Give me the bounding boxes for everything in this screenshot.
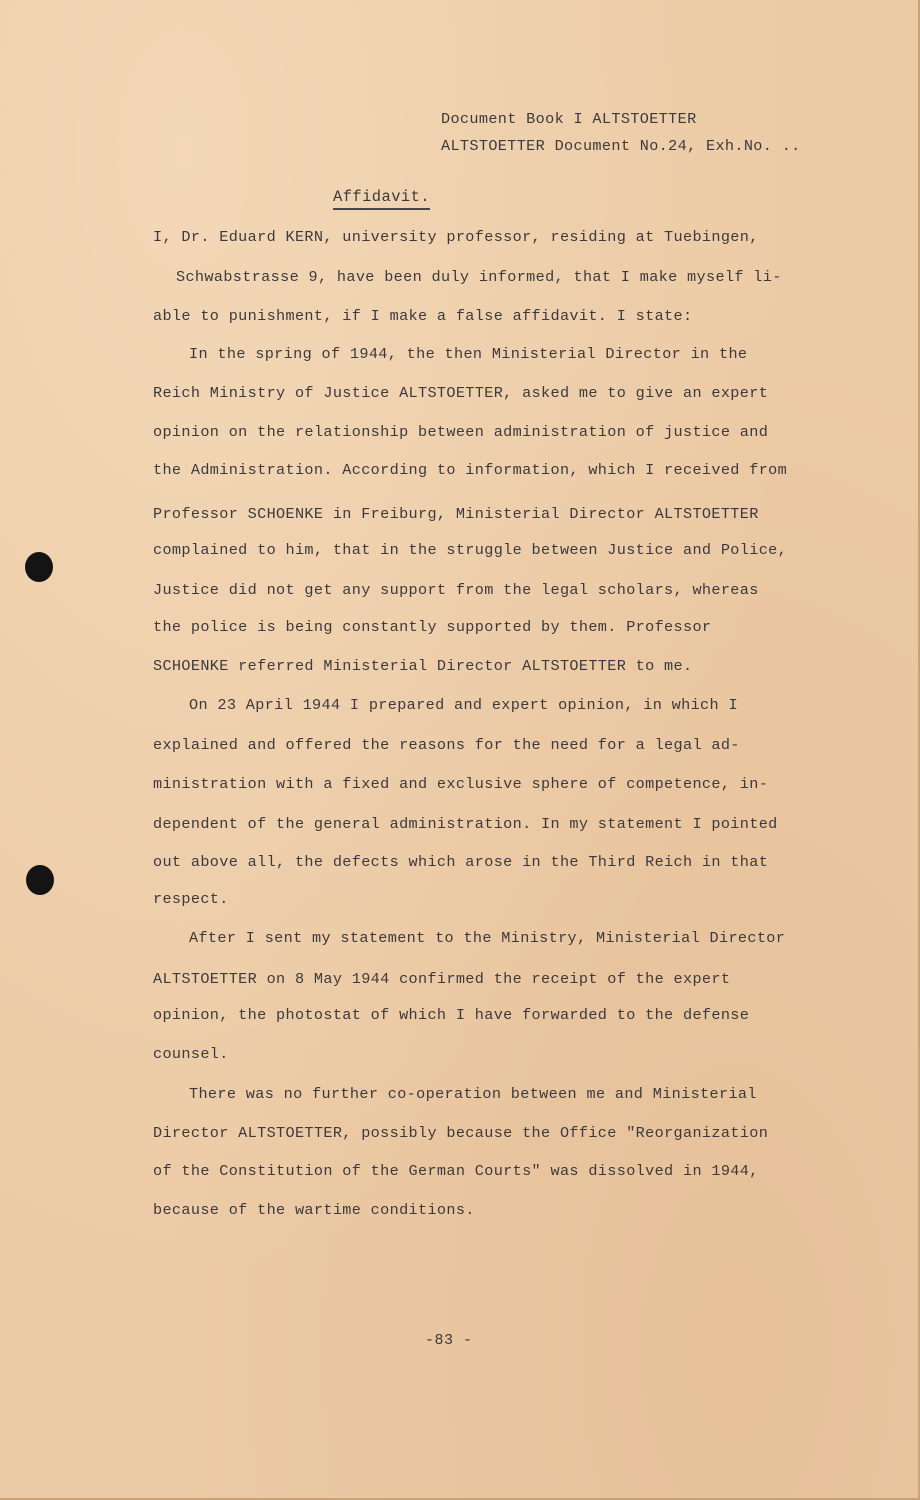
body-line: the police is being constantly supported by them. Professor [153, 618, 712, 636]
body-line: counsel. [153, 1045, 229, 1063]
body-line: On 23 April 1944 I prepared and expert opinion, in which I [189, 696, 738, 714]
punch-hole-bottom [26, 865, 54, 895]
page-number: -83 - [425, 1332, 473, 1349]
body-line: of the Constitution of the German Courts" was dissolved in 1944, [153, 1162, 759, 1180]
body-line: dependent of the general administration. In my statement I pointed [153, 815, 778, 833]
body-line: the Administration. According to information, which I received from [153, 461, 788, 479]
body-line: In the spring of 1944, the then Ministerial Director in the [189, 345, 748, 363]
body-line: ALTSTOETTER on 8 May 1944 confirmed the receipt of the expert [153, 970, 731, 988]
body-line: explained and offered the reasons for the need for a legal ad- [153, 736, 740, 754]
body-line: opinion, the photostat of which I have forwarded to the defense [153, 1006, 750, 1024]
header-line-2: ALTSTOETTER Document No.24, Exh.No. .. [441, 137, 801, 155]
body-line: Director ALTSTOETTER, possibly because the Office "Reorganization [153, 1124, 769, 1142]
body-line: out above all, the defects which arose in the Third Reich in that [153, 853, 769, 871]
body-line: complained to him, that in the struggle between Justice and Police, [153, 541, 788, 559]
punch-hole-top [25, 552, 53, 582]
body-line: respect. [153, 890, 229, 908]
body-line: Professor SCHOENKE in Freiburg, Ministerial Director ALTSTOETTER [153, 505, 759, 523]
document-title: Affidavit. [333, 188, 430, 210]
body-line: able to punishment, if I make a false affidavit. I state: [153, 307, 693, 325]
body-line: ministration with a fixed and exclusive sphere of competence, in- [153, 775, 769, 793]
body-line: opinion on the relationship between administration of justice and [153, 423, 769, 441]
body-line: Schwabstrasse 9, have been duly informed, that I make myself li- [176, 268, 782, 286]
body-line: Justice did not get any support from the legal scholars, whereas [153, 581, 759, 599]
header-line-1: Document Book I ALTSTOETTER [441, 110, 697, 128]
body-line: There was no further co-operation between me and Ministerial [189, 1085, 757, 1103]
body-line: SCHOENKE referred Ministerial Director ALTSTOETTER to me. [153, 657, 693, 675]
body-line: because of the wartime conditions. [153, 1201, 475, 1219]
body-line: Reich Ministry of Justice ALTSTOETTER, asked me to give an expert [153, 384, 769, 402]
body-line: After I sent my statement to the Ministry, Ministerial Director [189, 929, 786, 947]
body-line: I, Dr. Eduard KERN, university professor, residing at Tuebingen, [153, 228, 759, 246]
